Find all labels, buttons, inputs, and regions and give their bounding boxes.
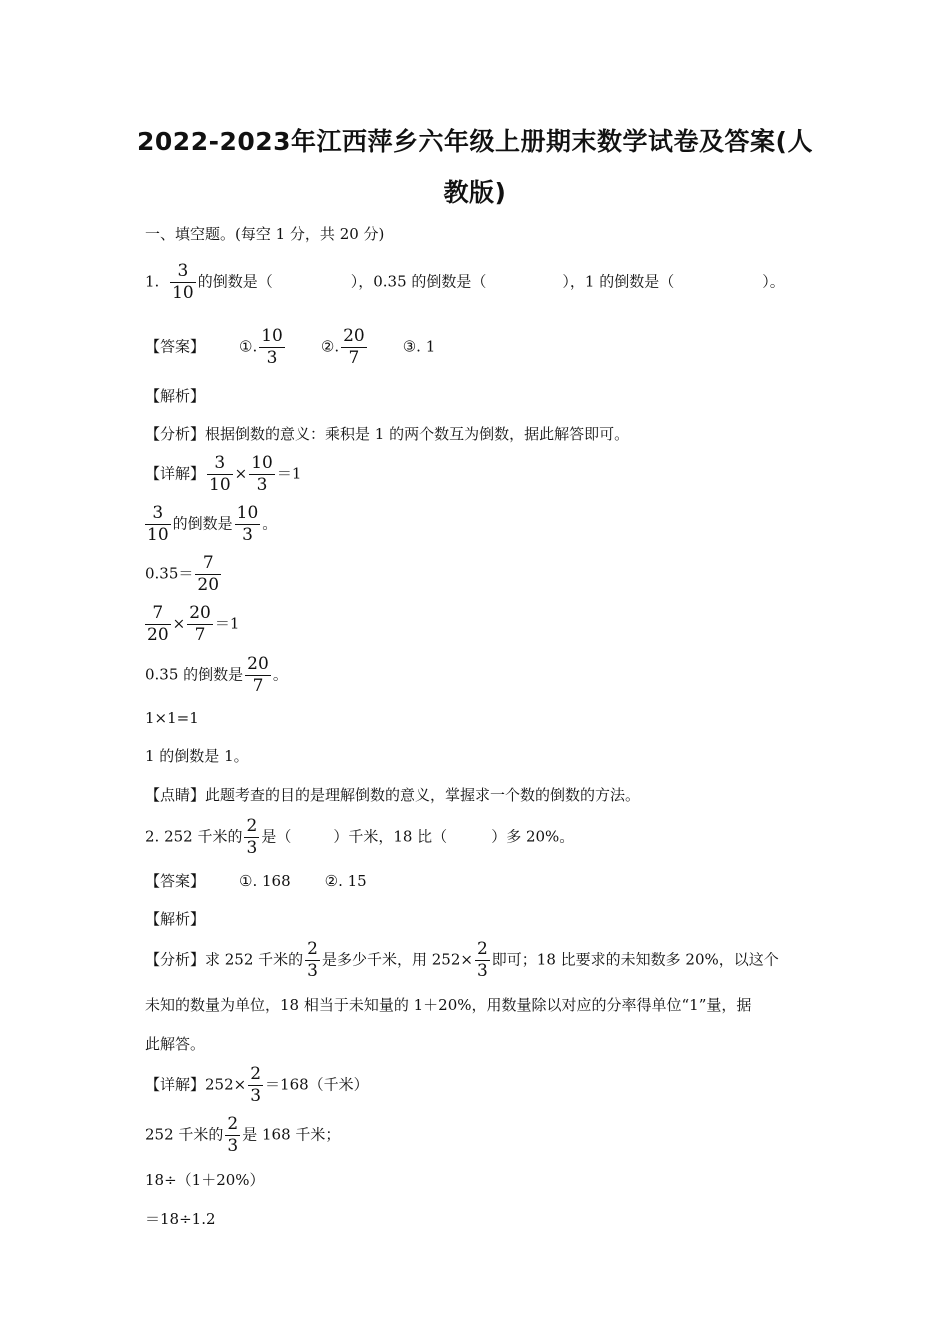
document-title-line-2: 教版)	[443, 178, 507, 207]
question-2: 2. 252 千米的 $\frac{2}{3}$ 是（ ）千米，18 比（ ）多 20%。	[145, 816, 575, 858]
analysis-text: 【分析】根据倒数的意义：乘积是 1 的两个数互为倒数，据此解答即可。	[145, 425, 630, 443]
detail-line-2: $\frac{3}{10}$ 的倒数是 $\frac{10}{3}$ 。	[147, 503, 278, 545]
detail-line-3: 18÷（1＋20%）	[145, 1171, 265, 1189]
section-heading: 一、填空题。(每空 1 分，共 20 分)	[145, 225, 385, 243]
answer-label: 【答案】	[145, 337, 206, 356]
fraction: $\frac{20}{7}$	[189, 603, 211, 645]
detail-line-7: 1 的倒数是 1。	[145, 747, 249, 765]
fraction: $\frac{3}{10}$	[209, 453, 231, 495]
analysis-line-3: 此解答。	[145, 1035, 206, 1053]
detail-line-6: 1×1=1	[145, 709, 199, 727]
fraction: $\frac{2}{3}$	[250, 1064, 262, 1106]
question-1: 1. $\frac{3}{10}$ 的倒数是（ ），0.35 的倒数是（ ），1 的倒数是（ ）。	[145, 261, 785, 303]
fraction: $\frac{2}{3}$	[246, 816, 258, 858]
analysis-line-1: 【分析】求 252 千米的 $\frac{2}{3}$ 是多少千米，用 252× $\frac{2}{3}$ 即可；18 比要求的未知数多 20%，以这个	[145, 939, 779, 981]
fraction: $\frac{10}{3}$	[251, 453, 273, 495]
document-title-line-1: 2022-2023年江西萍乡六年级上册期末数学试卷及答案(人	[137, 127, 813, 156]
fraction: $\frac{2}{3}$	[227, 1114, 239, 1156]
detail-line-4: $\frac{7}{20}$ × $\frac{20}{7}$ ＝1	[147, 603, 240, 645]
question-number: 1.	[145, 272, 160, 291]
answer-2: 【答案】 ①. 168 ②. 15	[145, 872, 367, 890]
detail-line-4: ＝18÷1.2	[145, 1210, 216, 1228]
detail-line-1: 【详解】 $\frac{3}{10}$ × $\frac{10}{3}$ ＝1	[145, 453, 302, 495]
fraction: $\frac{3}{10}$	[147, 503, 169, 545]
detail-line-1: 【详解】252× $\frac{2}{3}$ ＝168（千米）	[145, 1064, 369, 1106]
fraction: $\frac{10}{3}$	[236, 503, 259, 545]
comment-text: 【点睛】此题考查的目的是理解倒数的意义，掌握求一个数的倒数的方法。	[145, 786, 641, 804]
detail-line-5: 0.35 的倒数是 $\frac{20}{7}$ 。	[145, 654, 288, 696]
fraction: $\frac{2}{3}$	[307, 939, 318, 981]
analysis-label: 【解析】	[145, 910, 206, 928]
fraction: $\frac{2}{3}$	[476, 939, 488, 981]
fraction: $\frac{3}{10}$	[172, 261, 194, 303]
analysis-label: 【解析】	[145, 387, 206, 405]
fraction: $\frac{7}{20}$	[147, 603, 169, 645]
fraction: $\frac{20}{7}$	[343, 326, 365, 368]
answer-1: 【答案】 ①. $\frac{10}{3}$ ②. $\frac{20}{7}$ ③. 1	[145, 326, 436, 368]
detail-line-2: 252 千米的 $\frac{2}{3}$ 是 168 千米；	[145, 1114, 341, 1156]
fraction: $\frac{20}{7}$	[247, 654, 269, 696]
fraction: $\frac{7}{20}$	[197, 553, 220, 595]
detail-line-3: 0.35＝ $\frac{7}{20}$	[145, 553, 220, 595]
fraction: $\frac{10}{3}$	[261, 326, 283, 368]
analysis-line-2: 未知的数量为单位，18 相当于未知量的 1＋20%，用数量除以对应的分率得单位“1”量，据	[145, 996, 752, 1014]
